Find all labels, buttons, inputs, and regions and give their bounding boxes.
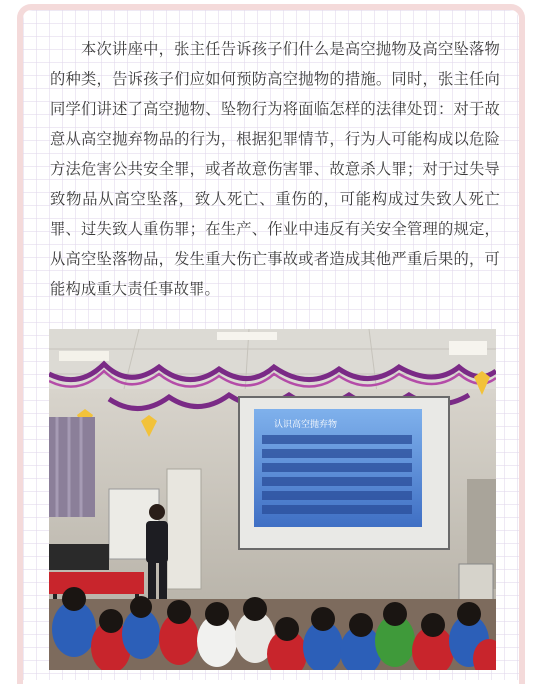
slide-title: 认识高空抛弃物 <box>274 420 338 430</box>
lecture-photo <box>49 329 496 670</box>
article-paragraph: 本次讲座中，张主任告诉孩子们什么是高空抛物及高空坠落物的种类，告诉孩子们应如何预防高空抛物的措施。同时，张主任向同学们讲述了高空抛物、坠物行为将面临怎样的法律处罚：对于故意从高空抛弃物品的行为，根据犯罪情节，行为人可能构成以危险方法危害公共安全罪，或者故意伤害罪、故意杀人罪；对于过失导致物品从高空坠落，致人死亡、重伤的，可能构成过失致人死亡罪、过失致人重伤罪；在生产、作业中违反有关安全管理的规定，从高空坠落物品，发生重大伤亡事故或者造成其他严重后果的，可能构成重大责任事故罪。 <box>50 40 500 298</box>
